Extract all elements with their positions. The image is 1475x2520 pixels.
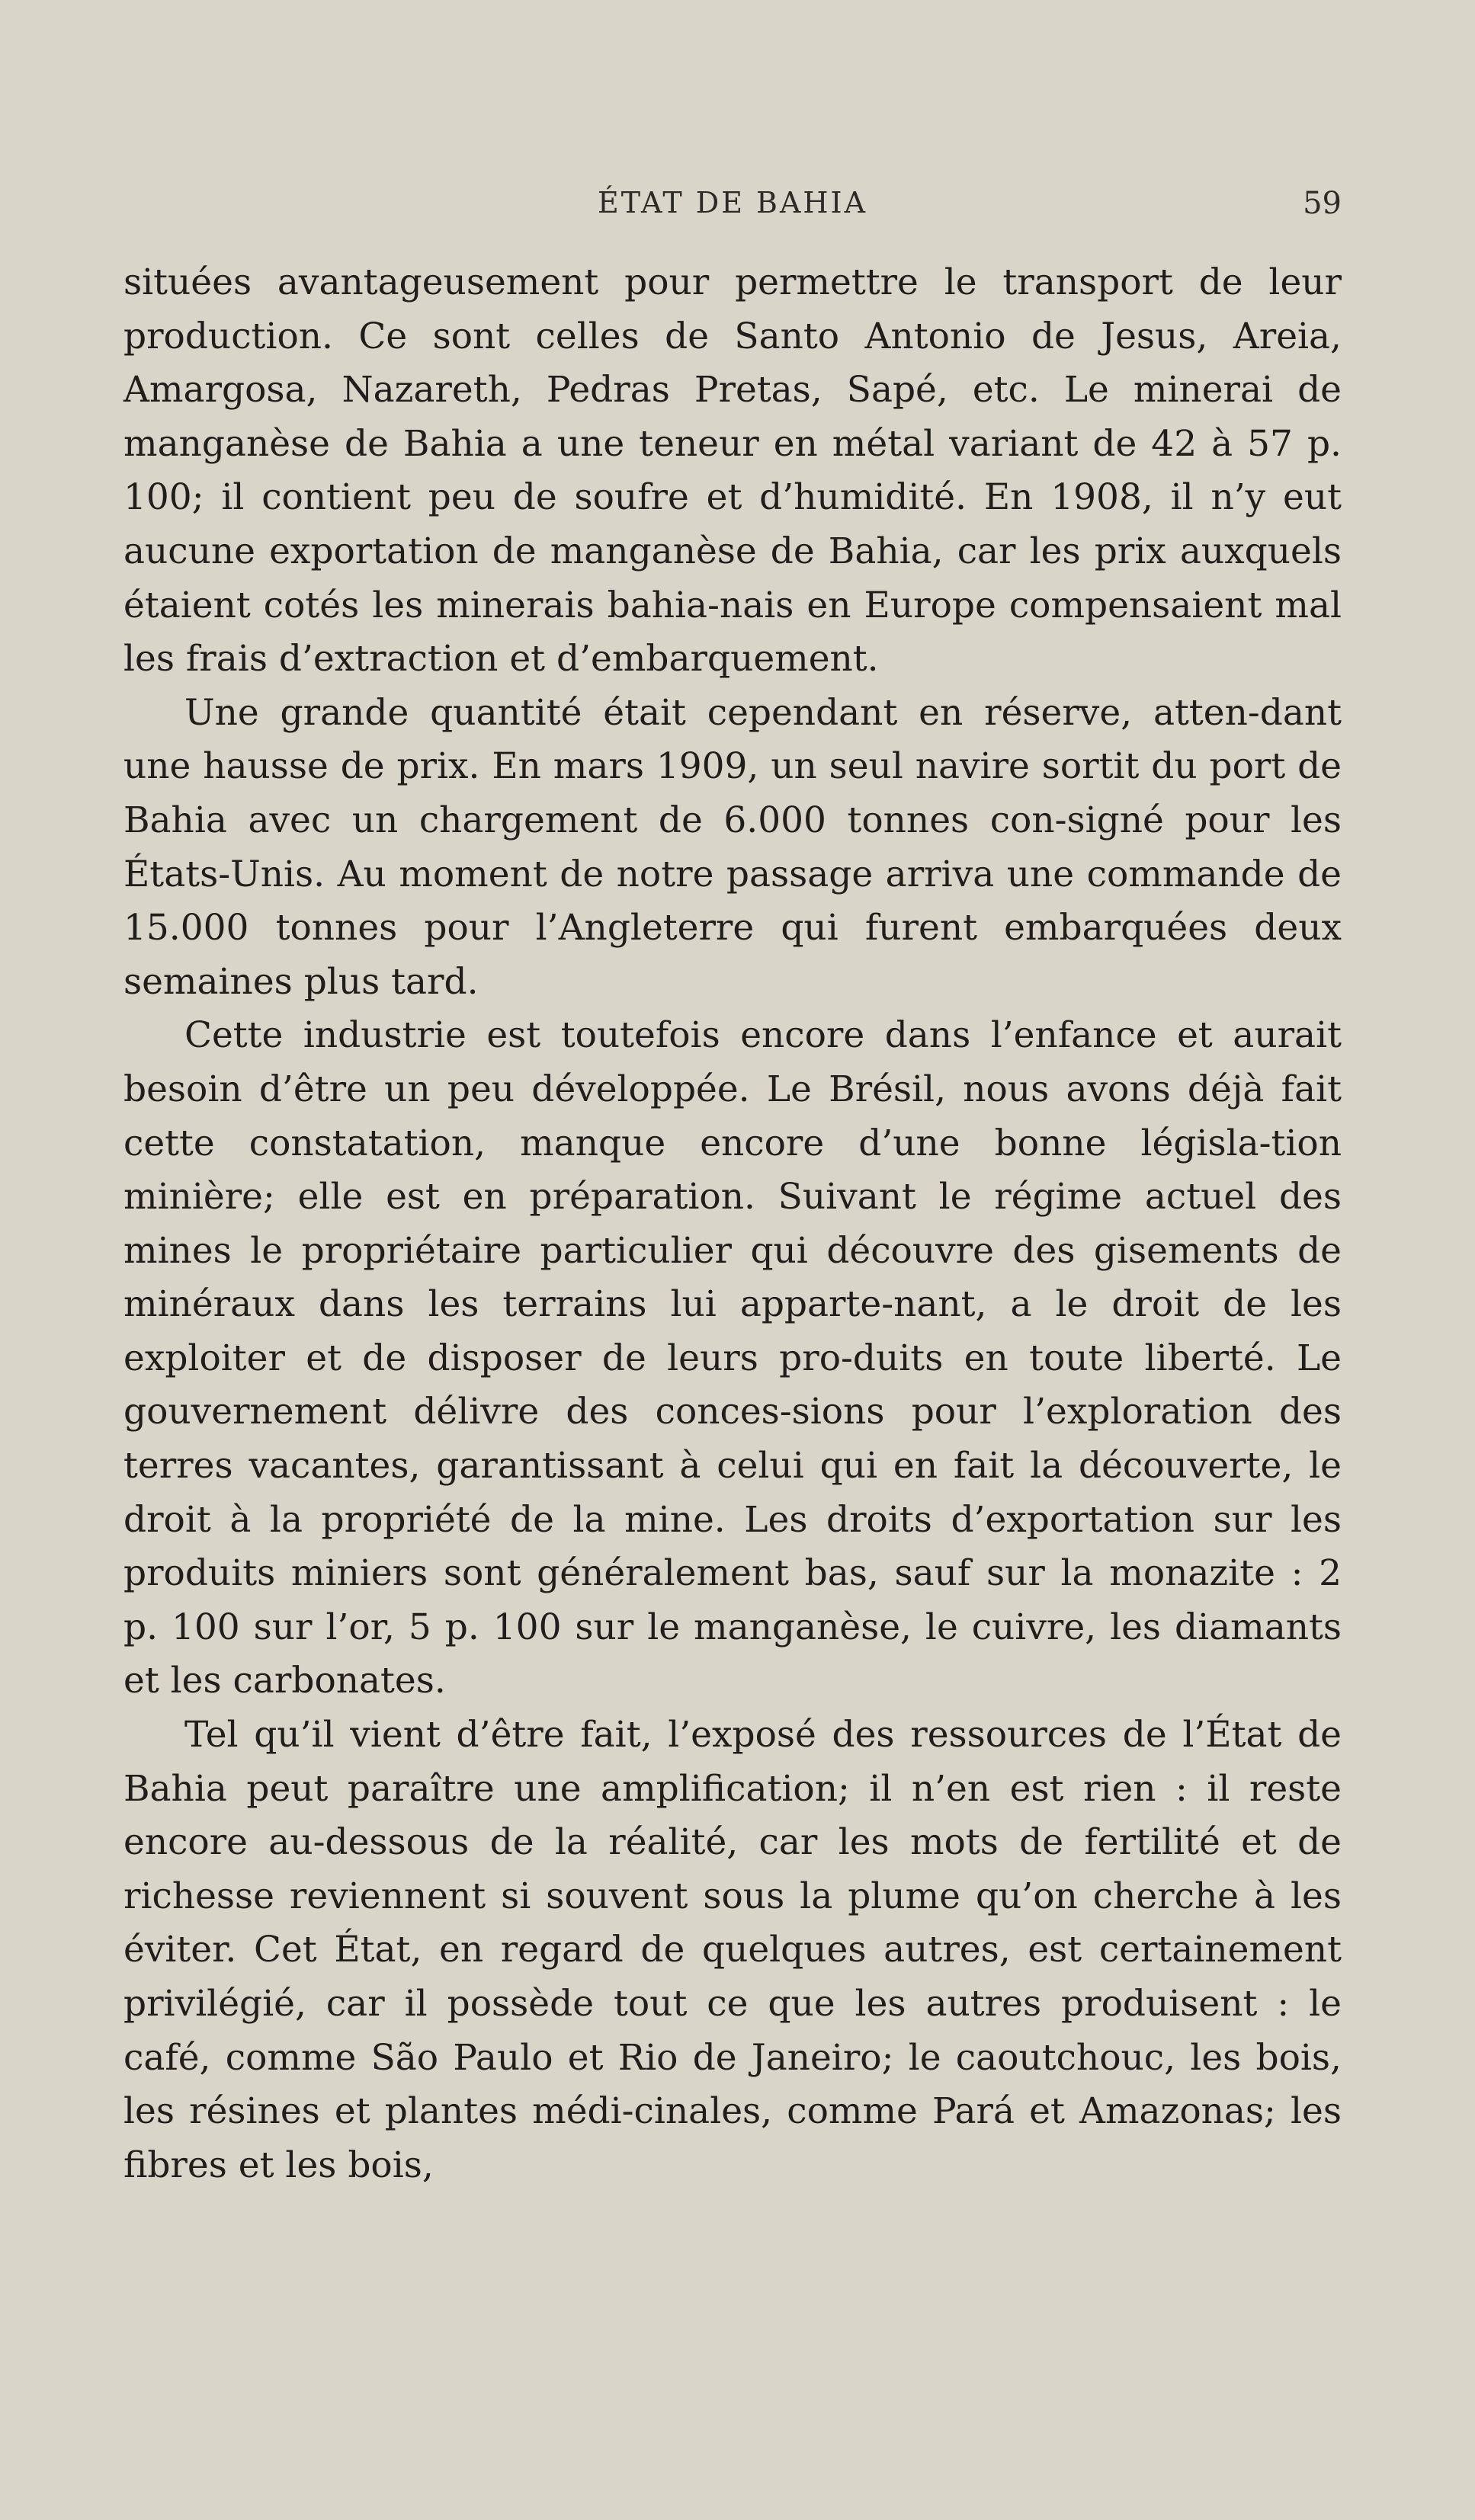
paragraph-resources-summary: Tel qu’il vient d’être fait, l’exposé des ressources de l’État de Bahia peut paraître une amplification; il n’en est rien : il reste encore au-dessous de la réalité, car les mots de fertilité et de richesse reviennent si souvent sous la plume qu’on cherche à les éviter. Cet État, en regard de quelques autres, est certainement privilégié, car il possède tout ce que les autres produisent : le café, comme São Paulo et Rio de Janeiro; le caoutchouc, les bois, les résines et plantes médi-cinales, comme Pará et Amazonas; les fibres et les bois, xyxy=(123,1714,1342,2186)
paragraph-mining-legislation: Cette industrie est toutefois encore dans l’enfance et aurait besoin d’être un peu développée. Le Brésil, nous avons déjà fait cette constatation, manque encore d’une bonne législa-tion minière; elle est en préparation. Suivant le régime actuel des mines le propriétaire particulier qui découvre des gisements de minéraux dans les terrains lui apparte-nant, a le droit de les exploiter et de disposer de leurs pro-duits en toute liberté. Le gouvernement délivre des conces-sions pour l’exploration des terres vacantes, garantissant à celui qui en fait la découverte, le droit à la propriété de la mine. Les droits d’exportation sur les produits miniers sont généralement bas, sauf sur la monazite : 2 p. 100 sur l’or, 5 p. 100 sur le manganèse, le cuivre, les diamants et les carbonates. xyxy=(123,1014,1342,1702)
paragraph-export-shipment: Une grande quantité était cependant en réserve, atten-dant une hausse de prix. En mars 1909, un seul navire sortit du port de Bahia avec un chargement de 6.000 tonnes con-signé pour les États-Unis. Au moment de notre passage arriva une commande de 15.000 tonnes pour l’Angleterre qui furent embarquées deux semaines plus tard. xyxy=(123,691,1342,1003)
page-number: 59 xyxy=(1303,186,1342,221)
page-header xyxy=(123,186,1342,229)
paragraph-continuation: situées avantageusement pour permettre le transport de leur production. Ce sont celles de Santo Antonio de Jesus, Areia, Amargosa, Nazareth, Pedras Pretas, Sapé, etc. Le minerai de manganèse de Bahia a une teneur en métal variant de 42 à 57 p. 100; il contient peu de soufre et d’humidité. En 1908, il n’y eut aucune exportation de manganèse de Bahia, car les prix auxquels étaient cotés les minerais bahia-nais en Europe compensaient mal les frais d’extraction et d’embarquement. xyxy=(123,261,1342,680)
body-text xyxy=(123,256,1342,2192)
running-head: ÉTAT DE BAHIA xyxy=(597,186,868,219)
